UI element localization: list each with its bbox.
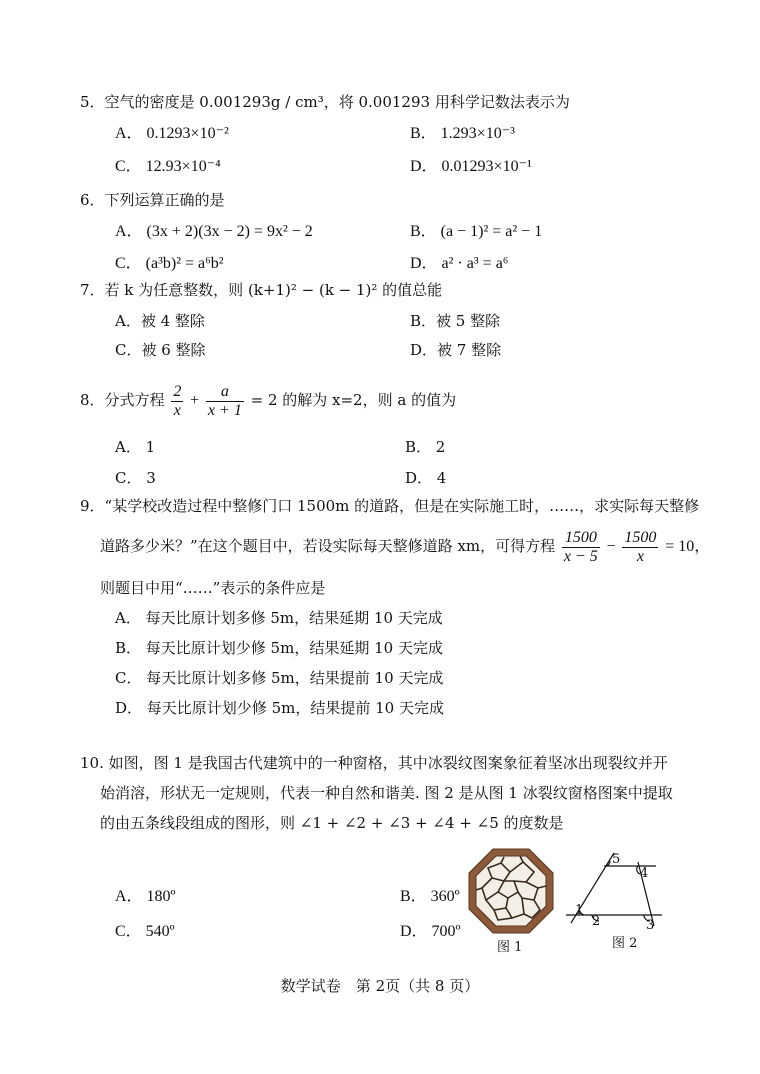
q10-option-c: C． 540º [115,923,175,940]
q9-fraction-2 [622,529,658,566]
q9-option-d: D． 每天比原计划少修 5m，结果提前 10 天完成 [115,699,444,717]
q8-f1-denominator: x [173,401,181,419]
q9-fraction-1 [562,529,600,566]
q9-option-b: B． 每天比原计划少修 5m，结果延期 10 天完成 [115,639,443,657]
q8-option-d: D． 4 [405,469,447,487]
q10-option-a: A． 180º [115,888,176,905]
q9-line2-text: 道路多少米？”在这个题目中，若设实际每天整修道路 xm，可得方程 [100,537,556,555]
q8-plus: + [190,392,200,409]
q8-stem-post: = 2 的解为 x=2，则 a 的值为 [250,391,457,409]
page-footer: 数学试卷 第 2页（共 8 页） [280,977,480,995]
ice-crack-window-figure [468,848,554,934]
q9-option-a: A． 每天比原计划多修 5m，结果延期 10 天完成 [115,609,443,627]
q9-f1-denominator: x − 5 [563,547,598,565]
q8-fraction-2 [206,383,244,420]
q7-option-c: C．被 6 整除 [115,341,206,359]
q10-line2: 始消溶，形状无一定规则，代表一种自然和谐美. 图 2 是从图 1 冰裂纹窗格图案中提取 [100,784,673,802]
q5-option-d: D． 0.01293×10⁻¹ [410,158,532,175]
q8-f2-numerator: a [206,383,244,402]
q6-option-d: D． a² · a³ = a⁶ [410,255,509,272]
q10-line3: 的由五条线段组成的图形，则 ∠1 + ∠2 + ∠3 + ∠4 + ∠5 的度数是 [100,814,564,832]
q5-option-b: B． 1.293×10⁻³ [410,125,515,142]
q7-option-b: B．被 5 整除 [410,312,501,330]
q5-stem: 5．空气的密度是 0.001293g / cm³，将 0.001293 用科学记数法表示为 [80,93,570,111]
q8-option-c: C． 3 [115,469,156,487]
figure-2-caption: 图 2 [612,936,638,951]
q10-option-b: B． 360º [400,888,460,905]
figure-1-caption: 图 1 [497,940,523,955]
angle-label-3: 3 [646,918,655,933]
q10-option-d: D． 700º [400,923,461,940]
q6-option-b: B． (a − 1)² = a² − 1 [410,223,543,240]
q9-line1: 9．“某学校改造过程中整修门口 1500m 的道路，但是在实际施工时，……，求实际每天整修 [80,497,700,515]
q10-line1: 10. 如图，图 1 是我国古代建筑中的一种窗格，其中冰裂纹图案象征着坚冰出现裂纹并开 [80,754,668,772]
q5-option-a: A． 0.1293×10⁻² [115,125,229,142]
q5-option-c: C． 12.93×10⁻⁴ [115,158,221,175]
q9-line3: 则题目中用“……”表示的条件应是 [100,579,326,597]
q8-f1-numerator: 2 [173,382,182,400]
q7-stem: 7．若 k 为任意整数，则 (k+1)² − (k − 1)² 的值总能 [80,281,443,299]
q9-option-c: C． 每天比原计划多修 5m，结果提前 10 天完成 [115,669,444,687]
q8-stem-pre: 8．分式方程 [80,391,165,409]
q9-f2-denominator: x [636,547,644,565]
q8-option-b: B． 2 [405,438,446,456]
q9-line2 [100,526,710,567]
angle-label-4: 4 [640,866,649,881]
q8-f2-denominator: x + 1 [207,401,242,419]
q8-fraction-1 [171,383,183,420]
angle-label-2: 2 [592,914,601,929]
q9-minus: − [606,538,616,555]
q9-equals: = 10， [665,538,711,555]
q8-stem [80,380,456,421]
angle-label-1: 1 [575,903,584,918]
q6-stem: 6．下列运算正确的是 [80,191,225,209]
q9-f1-numerator: 1500 [562,529,600,548]
angle-label-5: 5 [612,852,621,867]
q6-option-c: C． (a³b)² = a⁶b² [115,255,224,272]
q7-option-d: D．被 7 整除 [410,341,502,359]
q9-f2-numerator: 1500 [624,528,657,546]
q8-option-a: A． 1 [115,438,156,456]
q6-option-a: A． (3x + 2)(3x − 2) = 9x² − 2 [115,223,313,240]
q7-option-a: A．被 4 整除 [115,312,205,330]
